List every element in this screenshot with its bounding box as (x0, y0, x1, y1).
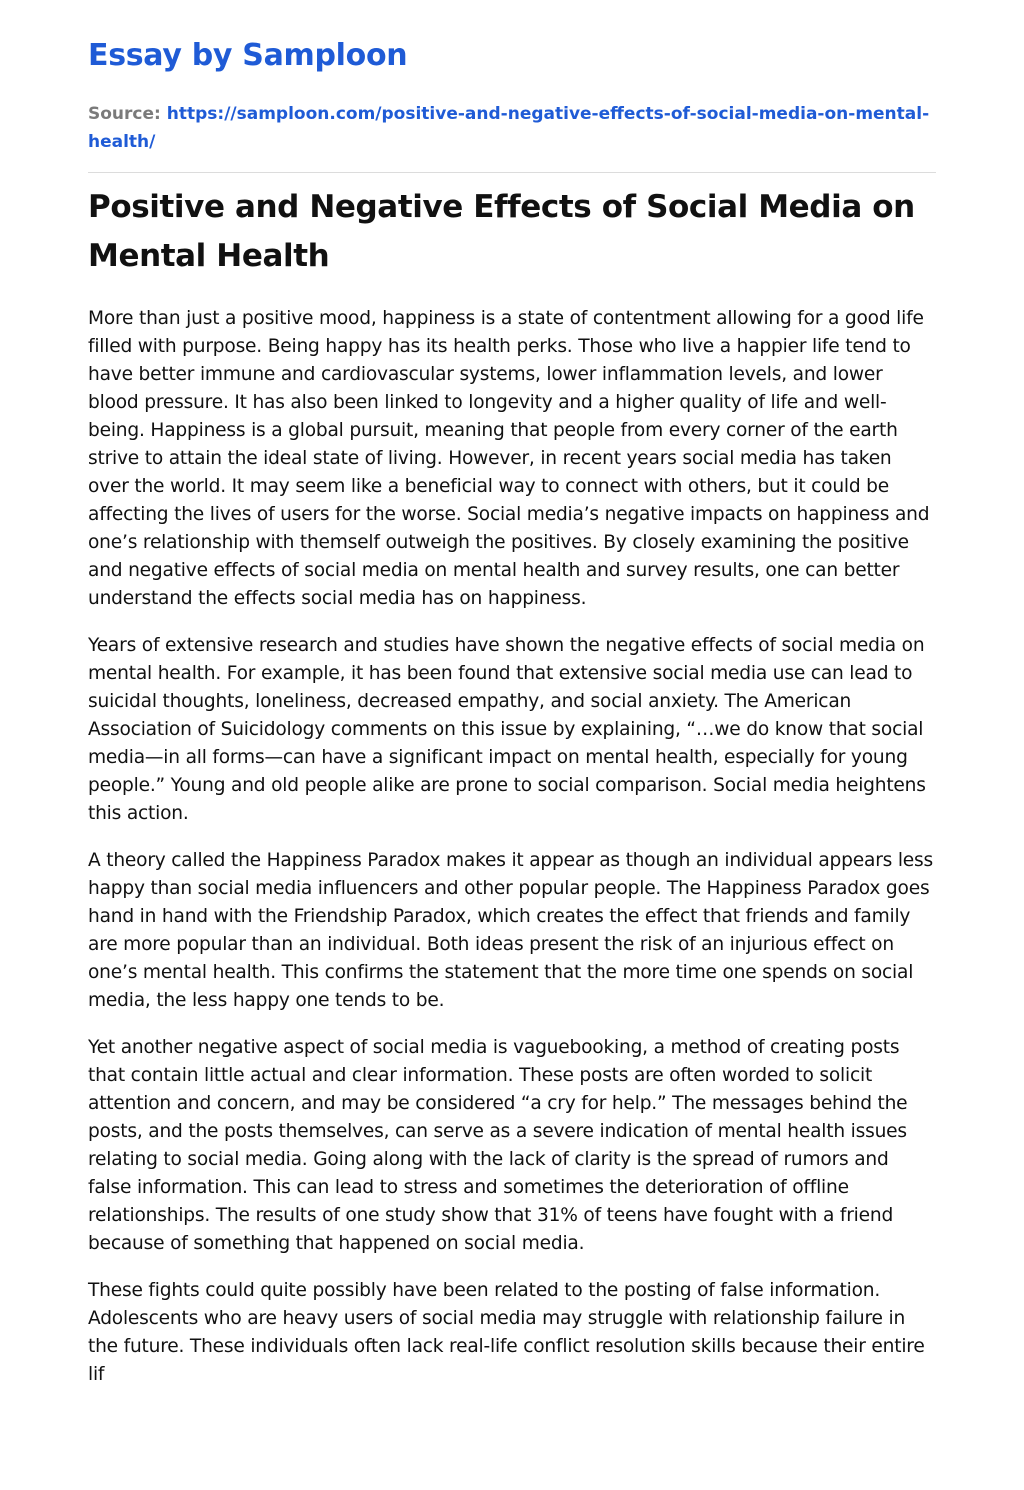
paragraph: More than just a positive mood, happiness is a state of contentment allowing for a good life filled with purpose. Being happy has its health perks. Those who live a happier life tend to have better immune and cardiovascular systems, lower inflammation levels, and lower blood pressure. It has also been linked to longevity and a higher quality of life and well-being. Happiness is a global pursuit, meaning that people from every corner of the earth strive to attain the ideal state of living. However, in recent years social media has taken over the world. It may seem like a beneficial way to connect with others, but it could be affecting the lives of users for the worse. Social media’s negative impacts on happiness and one’s relationship with themself outweigh the positives. By closely examining the positive and negative effects of social media on mental health and survey results, one can better understand the effects social media has on happiness. (88, 308, 930, 609)
paragraph: Yet another negative aspect of social media is vaguebooking, a method of creating posts that contain little actual and clear information. These posts are often worded to solicit attention and concern, and may be considered “a cry for help.” The messages behind the posts, and the posts themselves, can serve as a severe indication of mental health issues relating to social media. Going along with the lack of clarity is the spread of rumors and false information. This can lead to stress and sometimes the deterioration of offline relationships. The results of one study show that 31% of teens have fought with a friend because of something that happened on social media. (88, 1037, 908, 1254)
paragraph: These fights could quite possibly have been related to the posting of false information. Adolescents who are heavy users of social media may struggle with relationship failure in the future. These individuals often lack real-life conflict resolution skills because their entire lif (88, 1280, 925, 1385)
source-line (88, 100, 936, 156)
article-body (88, 305, 936, 1389)
source-link[interactable]: https://samploon.com/positive-and-negative-effects-of-social-media-on-mental-health/ (88, 104, 930, 152)
paragraph: A theory called the Happiness Paradox makes it appear as though an individual appears less happy than social media influencers and other popular people. The Happiness Paradox goes hand in hand with the Friendship Paradox, which creates the effect that friends and family are more popular than an individual. Both ideas present the risk of an injurious effect on one’s mental health. This confirms the statement that the more time one spends on social media, the less happy one tends to be. (88, 850, 934, 1011)
brand-title: Essay by Samploon (88, 38, 408, 73)
paragraph: Years of extensive research and studies have shown the negative effects of social media on mental health. For example, it has been found that extensive social media use can lead to suicidal thoughts, loneliness, decreased empathy, and social anxiety. The American Association of Suicidology comments on this issue by explaining, “…we do know that social media—in all forms—can have a significant impact on mental health, especially for young people.” Young and old people alike are prone to social comparison. Social media heightens this action. (88, 635, 926, 824)
source-label: Source: (88, 104, 161, 124)
article-title: Positive and Negative Effects of Social Media on Mental Health (88, 189, 915, 274)
divider (88, 172, 936, 173)
